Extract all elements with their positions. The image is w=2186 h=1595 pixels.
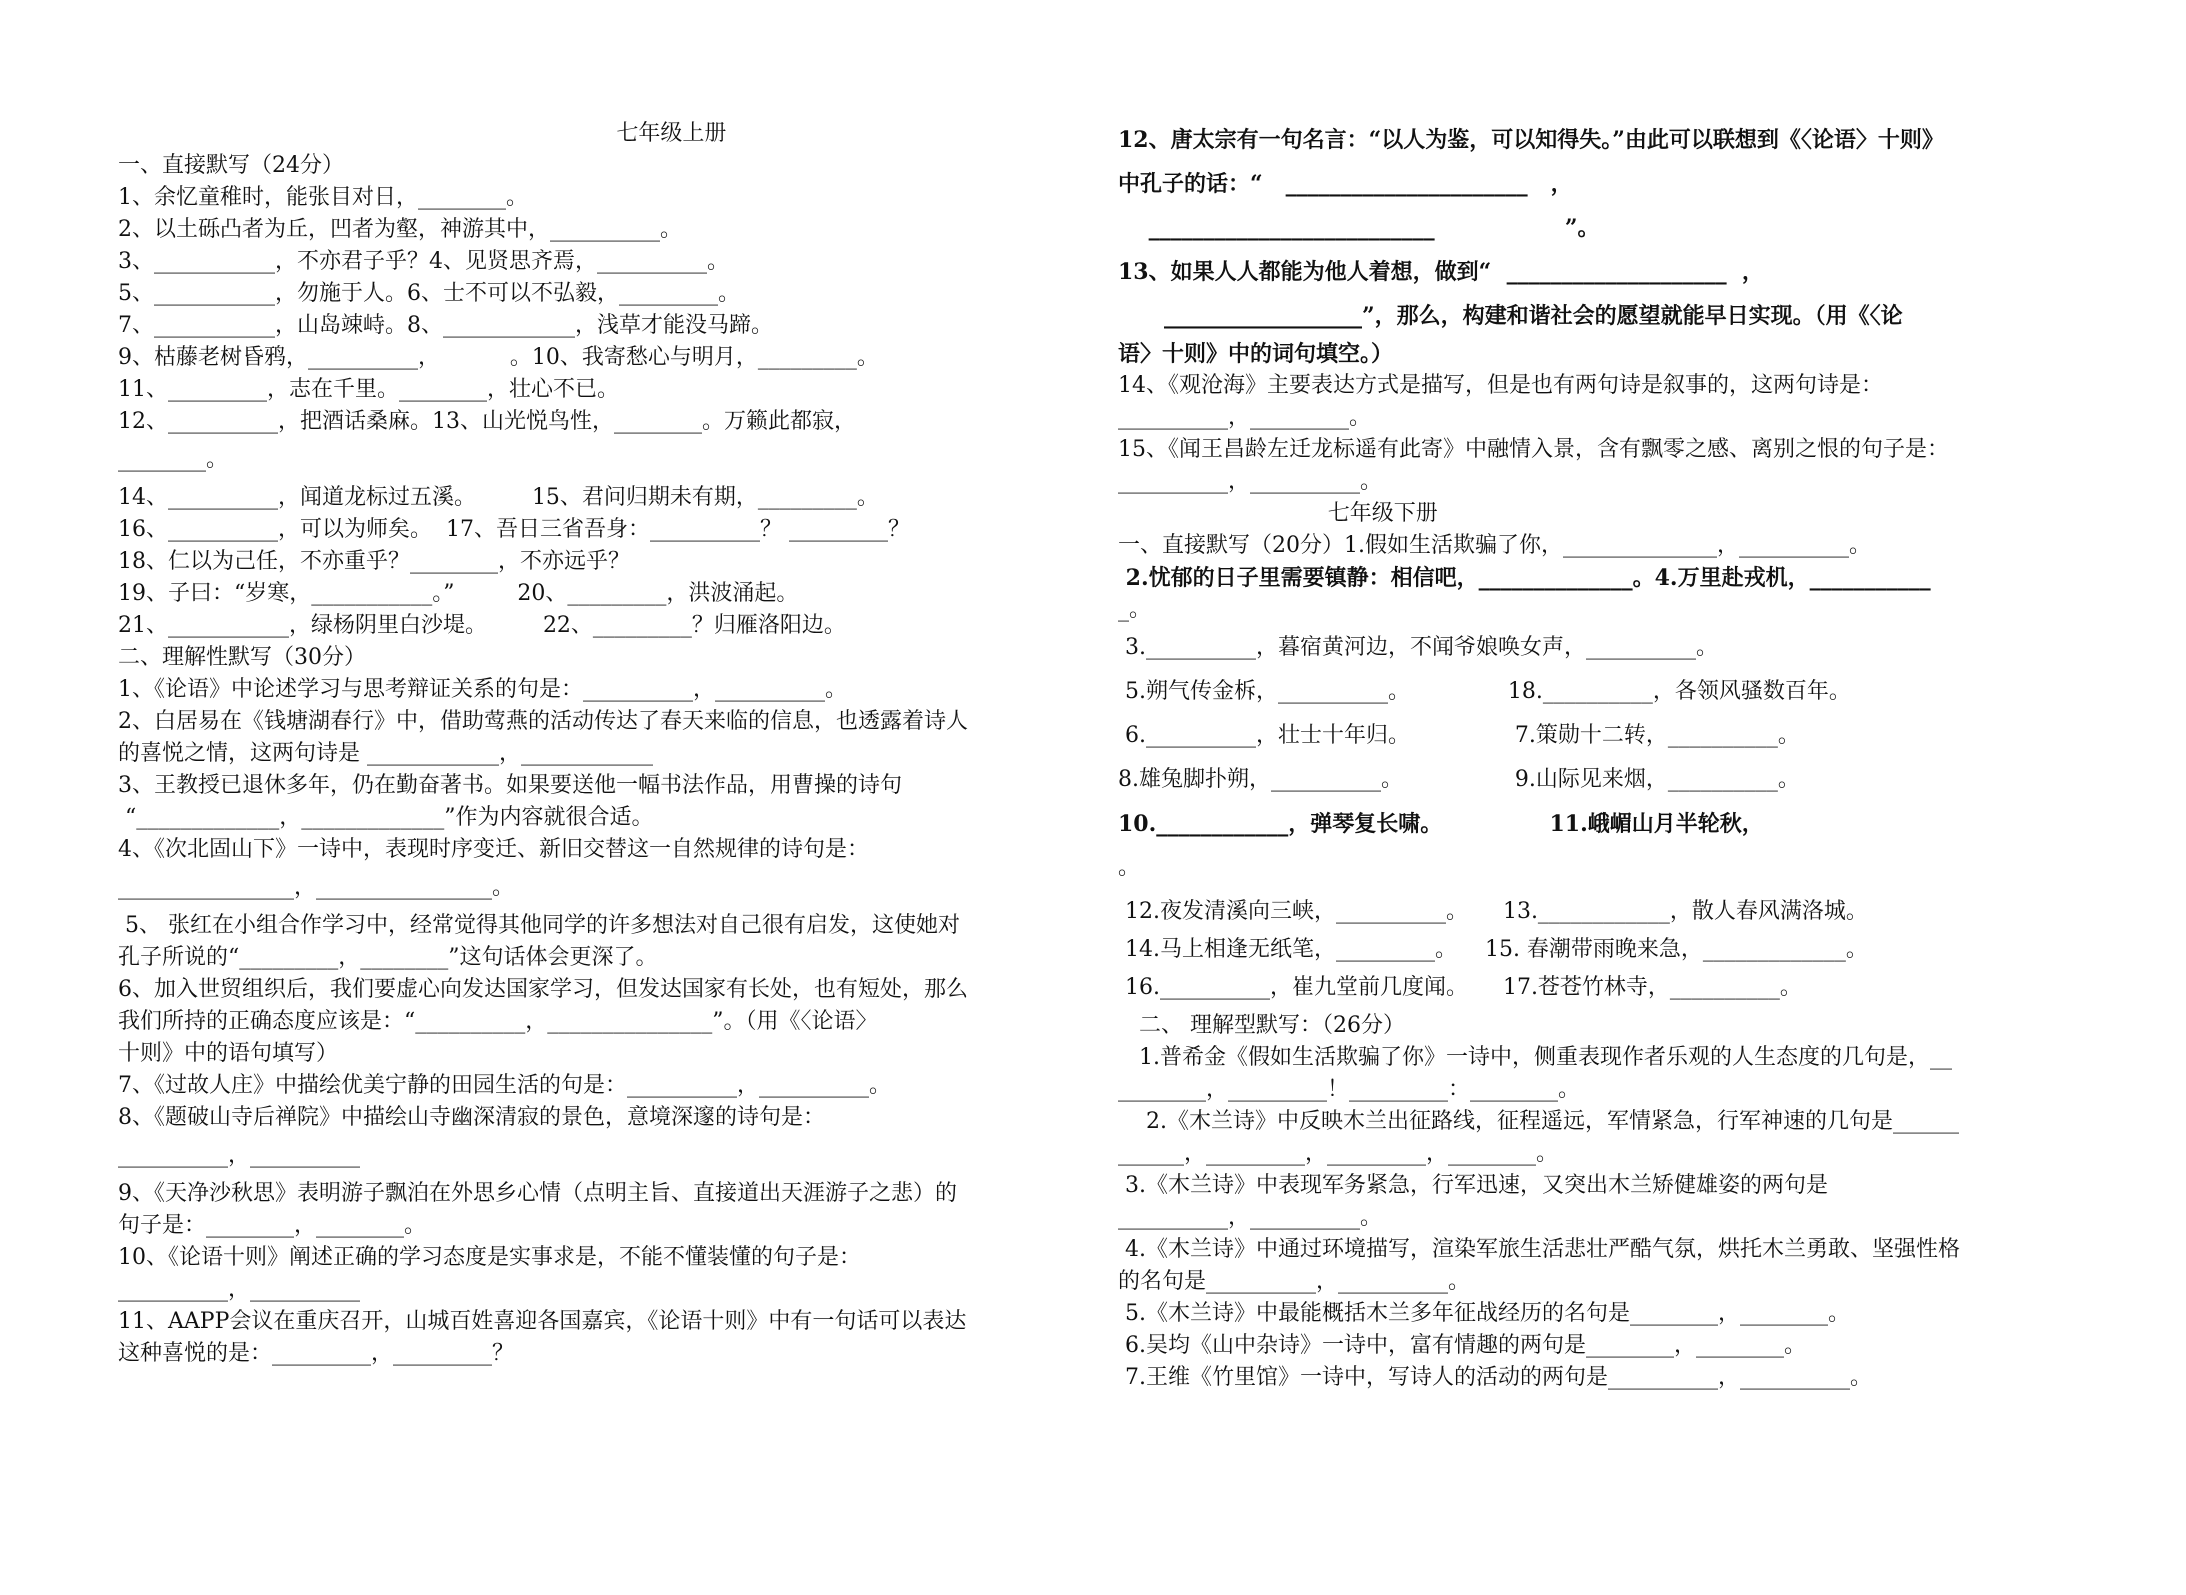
text-line: 3、___________，不亦君子乎？4、见贤思齐焉，__________。 bbox=[118, 249, 729, 274]
text-line: 4.《木兰诗》中通过环境描写，渲染军旅生活悲壮严酷气氛，烘托木兰勇敢、坚强性格 bbox=[1118, 1237, 1960, 1262]
text-line: 14、《观沧海》主要表达方式是描写，但是也有两句诗是叙事的，这两句诗是： bbox=[1118, 373, 1883, 398]
text-line: 5、 张红在小组合作学习中，经常觉得其他同学的许多想法对自己很有启发，这使她对 bbox=[118, 913, 960, 938]
section-title-grade7-upper: 七年级上册 bbox=[469, 121, 727, 146]
text-line: 14、__________，闻道龙标过五溪。 15、君问归期未有期，_________。 bbox=[118, 485, 879, 510]
text-line: 4、《次北固山下》一诗中，表现时序变迁、新旧交替这一自然规律的诗句是： bbox=[118, 837, 869, 862]
text-line: _。 bbox=[1118, 597, 1152, 622]
text-line: 这种喜悦的是：_________，_________？ bbox=[118, 1341, 515, 1366]
text-line: 11、AAPP会议在重庆召开，山城百姓喜迎各国嘉宾，《论语十则》中有一句话可以表达 bbox=[118, 1309, 967, 1334]
text-line: 2、白居易在《钱塘湖春行》中，借助莺燕的活动传达了春天来临的信息，也透露着诗人 bbox=[118, 709, 968, 734]
text-line: 15、《闻王昌龄左迁龙标遥有此寄》中融情入景，含有飘零之感、离别之恨的句子是： bbox=[1118, 437, 1949, 462]
text-line: 10.____________，弹琴复长啸。 11.峨嵋山月半轮秋， bbox=[1118, 811, 1764, 837]
text-line: 3.__________，暮宿黄河边，不闻爷娘唤女声，__________。 bbox=[1118, 635, 1718, 660]
text-line: 语〉十则》中的词句填空。） bbox=[1118, 341, 1394, 367]
text-line: __________，_________。 bbox=[1118, 405, 1372, 430]
text-line: ______，_________，_________，________。 bbox=[1118, 1141, 1559, 1166]
text-line: 7、___________，山岛竦峙。8、____________，浅草才能没马蹄。 bbox=[118, 313, 773, 338]
text-line: 一、直接默写（20分）1.假如生活欺骗了你，______________，__________。 bbox=[1118, 533, 1871, 558]
text-line: __________，__________。 bbox=[1118, 469, 1383, 494]
text-line: 7.王维《竹里馆》一诗中，写诗人的活动的两句是__________，__________。 bbox=[1118, 1365, 1872, 1390]
text-line: 9、《天净沙秋思》表明游子飘泊在外思乡心情（点明主旨、直接道出天涯游子之悲）的 bbox=[118, 1181, 957, 1206]
text-line: 十则》中的语句填写） bbox=[118, 1041, 339, 1066]
text-line: 。 bbox=[1118, 855, 1141, 880]
text-line: 2.忧郁的日子里需要镇静：相信吧，______________。4.万里赴戎机，___________ bbox=[1118, 565, 1931, 591]
text-line: 8、《题破山寺后禅院》中描绘山寺幽深清寂的景色，意境深邃的诗句是： bbox=[118, 1105, 825, 1130]
text-line: __________________”，那么，构建和谐社会的愿望就能早日实现。（用《〈论 bbox=[1118, 303, 1903, 329]
text-line: __________，__________ bbox=[118, 1277, 361, 1302]
text-line: 3.《木兰诗》中表现军务紧急，行军迅速，又突出木兰矫健雄姿的两句是 bbox=[1118, 1173, 1828, 1198]
text-line: 14.马上相逢无纸笔，_________。 15. 春潮带雨晚来急，_____________。 bbox=[1118, 937, 1868, 962]
text-line: 3、王教授已退休多年，仍在勤奋著书。如果要送他一幅书法作品，用曹操的诗句 bbox=[118, 773, 902, 798]
text-line: “_____________，_____________”作为内容就很合适。 bbox=[118, 805, 654, 830]
text-line: 7、《过故人庄》中描绘优美宁静的田园生活的句是：__________，__________。 bbox=[118, 1073, 891, 1098]
section-title-grade7-lower: 七年级下册 bbox=[1118, 501, 1438, 526]
text-line: 6.__________，壮士十年归。 7.策勋十二转，__________。 bbox=[1118, 723, 1800, 748]
text-line: 12、唐太宗有一句名言：“以人为鉴，可以知得失。”由此可以联想到《〈论语〉十则》 bbox=[1118, 127, 1944, 153]
text-line: 孔子所说的“_________，________”这句话体会更深了。 bbox=[118, 945, 658, 970]
text-line: 6、加入世贸组织后，我们要虚心向发达国家学习，但发达国家有长处，也有短处，那么 bbox=[118, 977, 968, 1002]
text-line: 1、余忆童稚时，能张目对日，________。 bbox=[118, 185, 528, 210]
section-heading: 二、理解性默写（30分） bbox=[118, 645, 366, 670]
text-line: 5.朔气传金柝，__________。 18.__________，各领风骚数百年。 bbox=[1118, 679, 1851, 704]
left-column bbox=[118, 118, 1078, 1370]
text-line: 10、《论语十则》阐述正确的学习态度是实事求是，不能不懂装懂的句子是： bbox=[118, 1245, 861, 1270]
text-line: 16.__________，崔九堂前几度闻。 17.苍苍竹林寺，__________。 bbox=[1118, 975, 1802, 1000]
text-line: 21、___________，绿杨阴里白沙堤。 22、_________？归雁洛阳边。 bbox=[118, 613, 846, 638]
text-line: 6.吴均《山中杂诗》一诗中，富有情趣的两句是________，________。 bbox=[1118, 1333, 1806, 1358]
text-line: 1.普希金《假如生活欺骗了你》一诗中，侧重表现作者乐观的人生态度的几句是，__ bbox=[1118, 1045, 1952, 1070]
text-line: 18、仁以为己任，不亦重乎？________，不亦远乎？ bbox=[118, 549, 630, 574]
text-line: 13、如果人人都能为他人着想，做到“ ____________________ ， bbox=[1118, 259, 1764, 285]
text-line: 1、《论语》中论述学习与思考辩证关系的句是：__________，__________。 bbox=[118, 677, 847, 702]
text-line: 中孔子的话：“ ______________________ ， bbox=[1118, 171, 1573, 197]
text-line: 我们所持的正确态度应该是：“__________，_______________”。（用《〈论语〉 bbox=[118, 1009, 878, 1034]
section-heading: 二、 理解型默写：（26分） bbox=[1118, 1013, 1405, 1038]
text-line: 句子是：________，________。 bbox=[118, 1213, 427, 1238]
text-line: 的喜悦之情，这两句诗是 ____________，____________ bbox=[118, 741, 653, 766]
text-line: 5.《木兰诗》中最能概括木兰多年征战经历的名句是________，________。 bbox=[1118, 1301, 1850, 1326]
text-line: ________。 bbox=[118, 447, 229, 472]
text-line: 5、___________，勿施于人。6、士不可以不弘毅，_________。 bbox=[118, 281, 740, 306]
text-line: 16、__________，可以为师矣。 17、吾日三省吾身：__________？ _________？ bbox=[118, 517, 910, 542]
text-line: 12.夜发清溪向三峡，__________。 13.____________，散人春风满洛城。 bbox=[1118, 899, 1868, 924]
text-line: ________________，________________。 bbox=[118, 875, 515, 900]
text-line: 11、_________，志在千里。________，壮心不已。 bbox=[118, 377, 619, 402]
text-line: ________，_________！_________：________。 bbox=[1118, 1077, 1581, 1102]
text-line: 12、__________，把酒话桑麻。13、山光悦鸟性，________。万籁此都寂， bbox=[118, 409, 856, 434]
text-line: 19、子曰：“岁寒，___________。” 20、_________，洪波涌起。 bbox=[118, 581, 799, 606]
right-column bbox=[1118, 118, 2186, 1394]
text-line: 的名句是__________，__________。 bbox=[1118, 1269, 1471, 1294]
text-line: __________，__________ bbox=[118, 1143, 361, 1168]
text-line: 8.雄兔脚扑朔，__________。 9.山际见来烟，__________。 bbox=[1118, 767, 1800, 792]
text-line: __________________________ ”。 bbox=[1118, 215, 1600, 241]
text-line: 9、枯藤老树昏鸦，__________， 。10、我寄愁心与明月，_________。 bbox=[118, 345, 879, 370]
text-line: 2、以土砾凸者为丘，凹者为壑，神游其中，__________。 bbox=[118, 217, 682, 242]
text-line: 2.《木兰诗》中反映木兰出征路线，征程遥远，军情紧急，行军神速的几句是______ bbox=[1118, 1109, 1959, 1134]
text-line: __________，__________。 bbox=[1118, 1205, 1383, 1230]
text-line: 一、直接默写（24分） bbox=[118, 153, 344, 178]
